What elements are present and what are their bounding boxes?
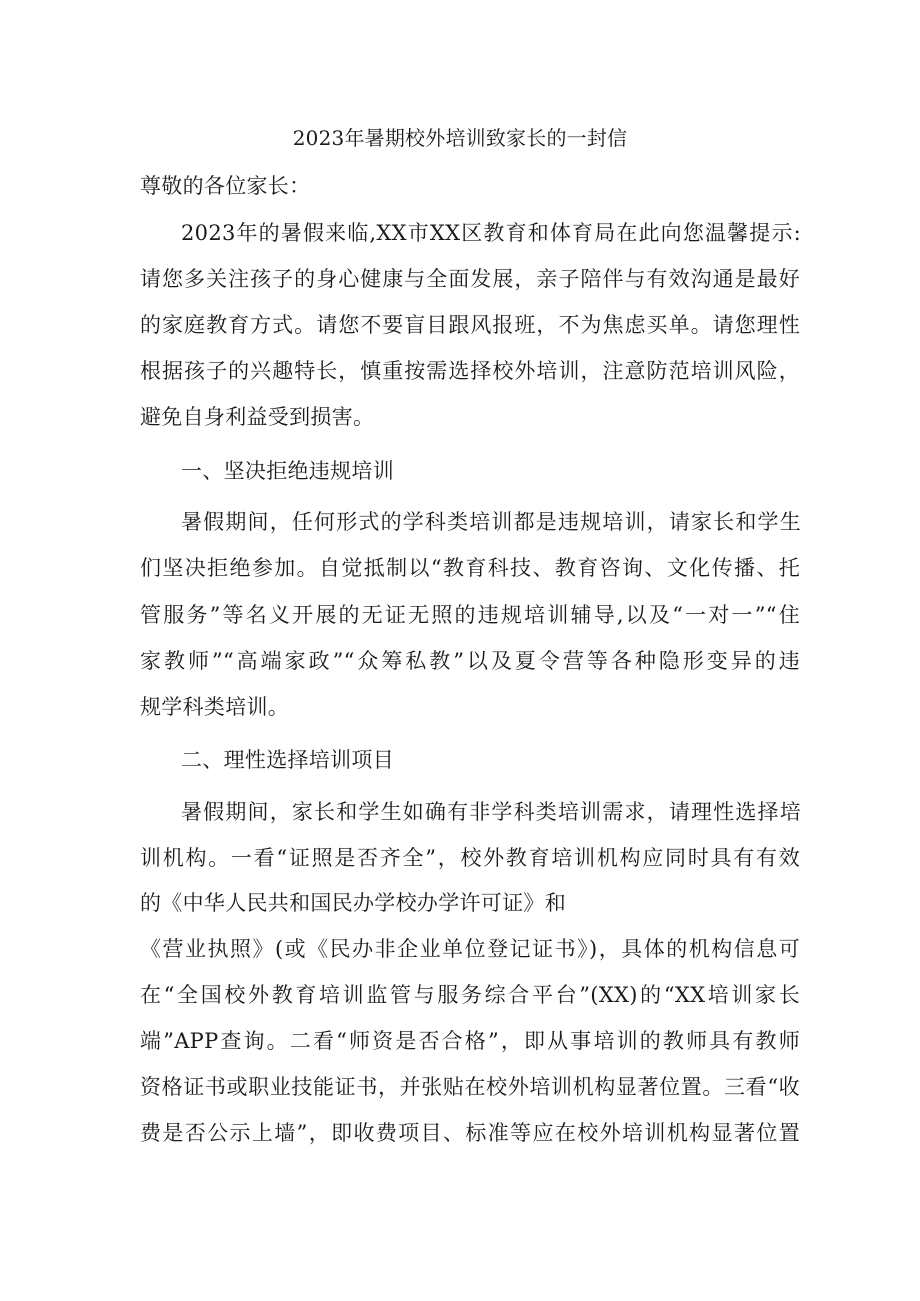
paragraph-line: 暑假期间，任何形式的学科类培训都是违规培训，请家长和学生 bbox=[181, 510, 801, 534]
paragraph-line: 们坚决拒绝参加。自觉抵制以“教育科技、教育咨询、文化传播、托 bbox=[140, 556, 800, 580]
section-heading: 二、理性选择培训项目 bbox=[181, 748, 394, 772]
paragraph-line: 端”APP查询。二看“师资是否合格”，即从事培训的教师具有教师 bbox=[140, 1029, 800, 1053]
paragraph-line: 避免自身利益受到损害。 bbox=[140, 405, 375, 429]
salutation: 尊敬的各位家长： bbox=[140, 174, 311, 198]
paragraph-line: 的家庭教育方式。请您不要盲目跟风报班，不为焦虑买单。请您理性 bbox=[140, 313, 800, 337]
paragraph-line: 训机构。一看“证照是否齐全”，校外教育培训机构应同时具有有效 bbox=[140, 846, 800, 870]
paragraph-line: 资格证书或职业技能证书，并张贴在校外培训机构显著位置。三看“收 bbox=[140, 1075, 800, 1099]
paragraph-line: 规学科类培训。 bbox=[140, 695, 290, 719]
section-heading: 一、坚决拒绝违规培训 bbox=[181, 459, 394, 483]
paragraph-line: 根据孩子的兴趣特长，慎重按需选择校外培训，注意防范培训风险， bbox=[140, 359, 800, 383]
paragraph-line: 《营业执照》(或《民办非企业单位登记证书》)，具体的机构信息可 bbox=[140, 937, 800, 961]
paragraph-line: 家教师”“高端家政”“众筹私教”以及夏令营等各种隐形变异的违 bbox=[140, 649, 800, 673]
paragraph-line: 的《中华人民共和国民办学校办学许可证》和 bbox=[140, 891, 566, 915]
paragraph-line: 请您多关注孩子的身心健康与全面发展，亲子陪伴与有效沟通是最好 bbox=[140, 267, 800, 291]
paragraph-line: 暑假期间，家长和学生如确有非学科类培训需求，请理性选择培 bbox=[181, 800, 801, 824]
paragraph-line: 在“全国校外教育培训监管与服务综合平台”(XX)的“XX培训家长 bbox=[140, 983, 800, 1007]
paragraph-line: 2023年的暑假来临,XX市XX区教育和体育局在此向您温馨提示: bbox=[181, 221, 801, 245]
document-title: 2023年暑期校外培训致家长的一封信 bbox=[292, 126, 628, 150]
paragraph-line: 费是否公示上墙”，即收费项目、标准等应在校外培训机构显著位置 bbox=[140, 1121, 800, 1145]
paragraph-line: 管服务”等名义开展的无证无照的违规培训辅导,以及“一对一”“住 bbox=[140, 603, 800, 627]
